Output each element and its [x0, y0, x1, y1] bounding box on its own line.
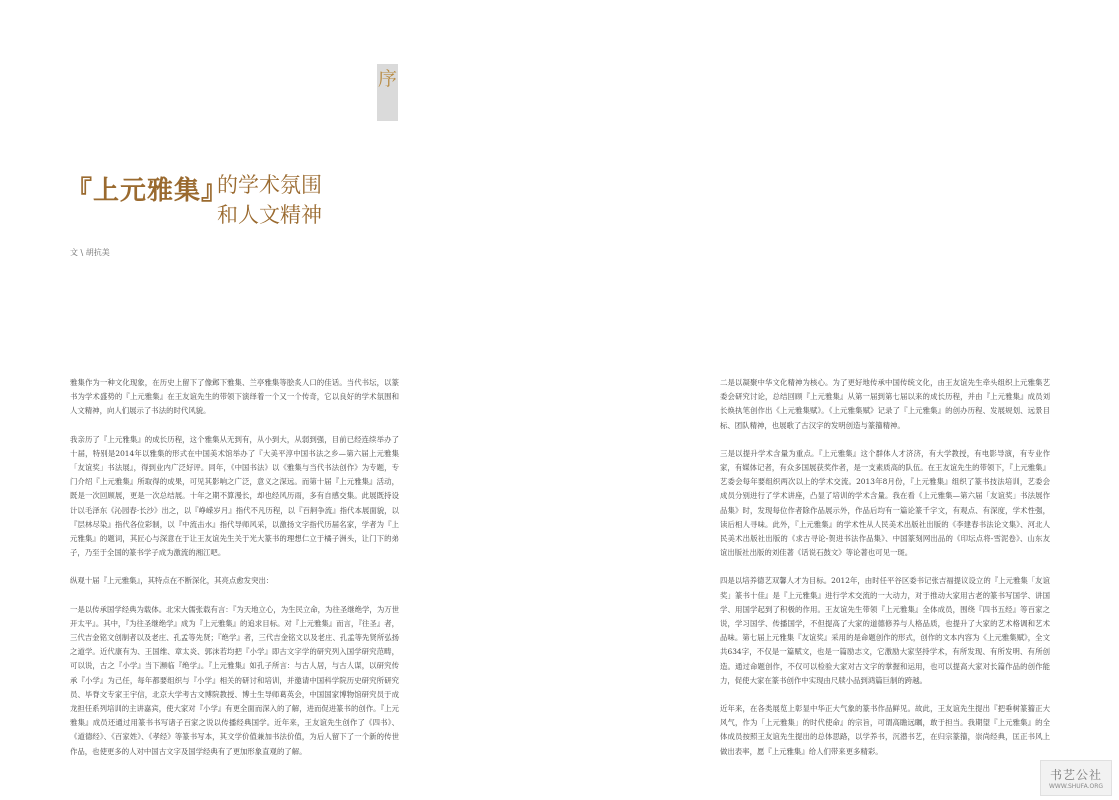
paragraph: 一是以传承国学经典为载体。北宋大儒张载有言：『为天地立心，为生民立命，为往圣继绝学，为万世开太平』。其中，『为往圣继绝学』成为『上元雅集』的追求目标。对『上元雅集』而言，『往圣』者，三代吉金铭文创制者以及老庄、孔孟等先贤；『绝学』者，三代吉金铭文以及老庄、孔孟等先贤所弘扬之道学。近代康有为、王国维、章太炎、郭沫若均把『小学』即古文字学的研究列入国学研究范畴，可以说，古之『小学』当下濒临『绝学』。『上元雅集』如孔子所言：与古人居，与古人谋，以研究传承『小学』为己任，每年都要组织与『小学』相关的研讨和培训，并邀请中国科学院历史研究所研究员、毕脊文专家王宇信，北京大学考古文博院教授、博士生导师葛英会，中国国家博物馆研究员于成龙担任系列培训的主讲嘉宾，使大家对『小学』有更全面而深入的了解，进而促进篆书的创作。『上元雅集』成员还通过用篆书书写诸子百家之说以传播经典国学。近年来，王友谊先生创作了《四书》、《道德经》、《百家姓》、《孝经》等篆书写本，其文学价值兼加书法价值，为后人留下了一个新的传世作品，也使更多的人对中国古文字及国学经典有了更加形象直观的了解。 — [70, 604, 399, 756]
paragraph: 四是以培养德艺双馨人才为目标。2012年，由时任平谷区委书记张吉福提议设立的『上元雅集「友谊奖」篆书十佳』是『上元雅集』进行学术交流的一大动力，对于推动大家用古老的篆书写国学、讲国学、用国学起到了积极的作用。王友谊先生带领『上元雅集』全体成员，围绕『四书五经』等百家之说，学习国学、传播国学，不但提高了大家的道德修养与人格品质，也提升了大家的艺术格调和艺术品味。第七届上元雅集『友谊奖』采用的是命题创作的形式，创作的文本内容为《上元雅集赋》，全文共634字，不仅是一篇赋文，也是一篇励志文，它激励大家坚持学术，有所发现、有所发明、有所创造。通过命题创作，不仅可以检验大家对古文字的掌握和运用，也可以提高大家对长篇作品的创作能力，促使大家在篆书创作中实现由尺牍小品到鸿篇巨制的跨越。 — [720, 576, 1050, 685]
paragraph: 三是以提升学术含量为重点。『上元雅集』这个群体人才济济，有大学教授，有电影导演，有专业作家，有媒体记者，有众多国展获奖作者，是一支素质高的队伍。在王友谊先生的带领下，『上元雅集』艺委会每年要组织两次以上的学术交流。2013年8月份，『上元雅集』组织了篆书技法培训，艺委会成员分别进行了学术讲座，凸显了培训的学术含量。我在看《上元雅集—第六届「友谊奖」书法展作品集》时，发现每位作者除作品展示外，作品后均有一篇论篆千字文，有观点、有深度，学术性强，读后相人寻味。此外，『上元雅集』的学术性从人民美术出版社出版的《李建春书法论文集》、河北人民美术出版社出版的《求古寻论-贺进书法作品集》、中国篆刻网出品的《印坛点将-雪泥卷》、山东友谊出版社出版的刘佳著《话说石鼓文》等论著也可见一斑。 — [720, 448, 1050, 558]
preface-label: 序 — [377, 68, 397, 90]
article-title-sub — [217, 170, 322, 230]
left-text-column — [70, 376, 399, 773]
preface-tab — [377, 64, 398, 121]
paragraph: 纵观十届『上元雅集』，其特点在不断深化，其亮点愈发突出： — [70, 576, 274, 586]
title-sub-line-2: 和人文精神 — [217, 203, 322, 227]
author-byline: 文 \ 胡抗美 — [70, 248, 110, 257]
title-sub-line-1: 的学术氛围 — [217, 173, 322, 197]
watermark-url: WWW.SHUFA.ORG — [1048, 783, 1104, 790]
article-title-main: 『上元雅集』 — [66, 176, 229, 206]
paragraph: 我亲历了『上元雅集』的成长历程，这个雅集从无到有，从小到大，从弱到强，目前已经连续举办了十届，特别是2014年以雅集的形式在中国美术馆举办了『大美平淳中国书法之乡—第六届上元雅集「友谊奖」书法展』，得到业内广泛好评。同年，《中国书法》以《雅集与当代书法创作》为专题，专门介绍『上元雅集』所取得的成果，可见其影响之广泛，意义之深远。而第十届『上元雅集』活动，既是一次回顾展，更是一次总结展。十年之期不算漫长，却也经风历雨，多有自感交集。此展既持设计以毛泽东《沁园春·长沙》出之，以『峥嵘岁月』指代不凡历程，以『百舸争流』指代本展面貌，以『层林尽染』指代各位彩制，以『中流击水』指代导师风采，以激扬文字指代历届名家，学者为『上元雅集』的题词，其匠心与深意在于让王友谊先生关于光大篆书的理想仁立于橘子洲头，让门下的弟子，乃至于全国的篆书学子成为激流的湘江吧。 — [70, 434, 399, 558]
watermark-name: 书艺公社 — [1049, 768, 1102, 782]
right-text-column — [720, 376, 1050, 773]
paragraph: 雅集作为一种文化现象，在历史上留下了像邺下雅集、兰亭雅集等脍炙人口的佳话。当代书坛，以篆书为学术盛势的『上元雅集』在王友谊先生的带领下演绎着一个又一个传奇，它以良好的学术氛围和人文精神，向人们展示了书法的时代风貌。 — [70, 378, 399, 416]
paragraph: 近年来，在各类展览上彰显中华正大气象的篆书作品鲜见。故此，王友谊先生提出『把垂树篆籀正大风气，作为「上元雅集」的时代使命』的宗旨，可谓高瞻远瞩，敢于担当。我期望『上元雅集』的全体成员按照王友谊先生提出的总体思路，以学养书，沉潜书艺，在归宗篆籀，崇尚经典，匡正书风上做出表率，愿『上元雅集』给人们带来更多精彩。 — [720, 704, 1050, 756]
paragraph: 二是以凝聚中华文化精神为核心。为了更好地传承中国传统文化，由王友谊先生牵头组织上元雅集艺委会研究讨论，总结回顾『上元雅集』从第一届到第七届以来的成长历程，并由『上元雅集』成员刘长焕执笔创作出《上元雅集赋》。《上元雅集赋》记录了『上元雅集』的创办历程、发展规划、远景目标、团队精神，也展歌了古汉字的发明创造与篆籀精神。 — [720, 378, 1050, 430]
site-watermark — [1040, 760, 1112, 796]
